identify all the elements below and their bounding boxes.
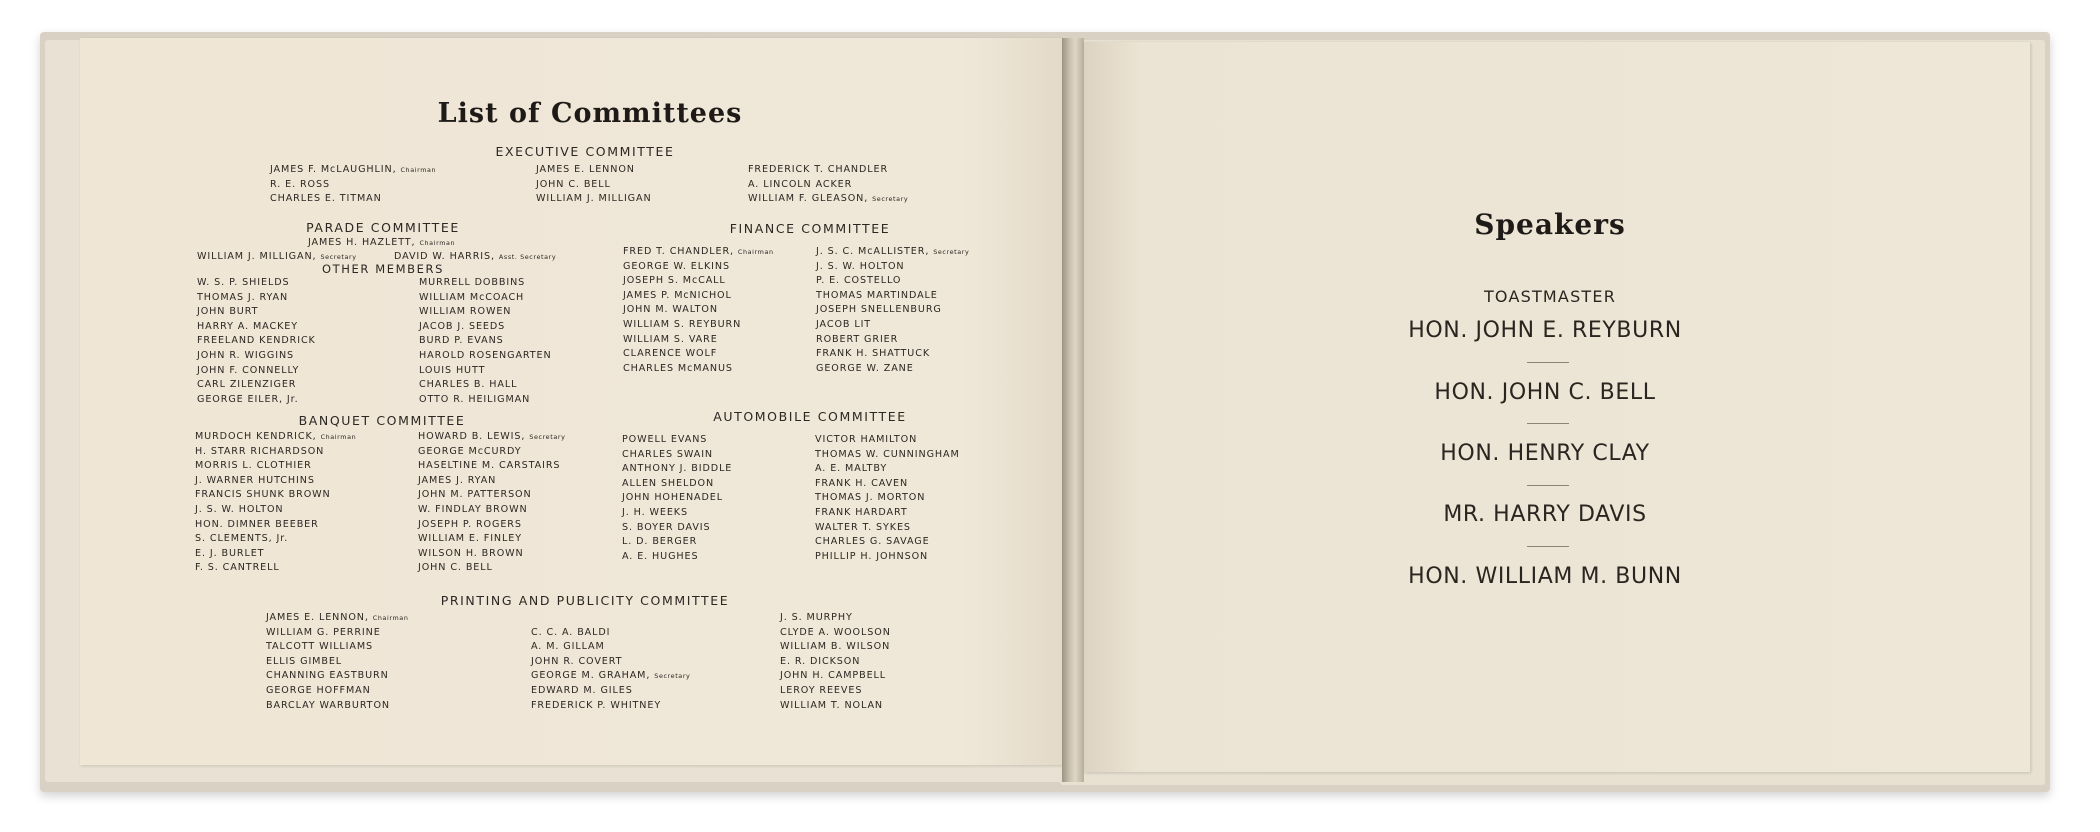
speaker-separator: [1527, 362, 1569, 363]
other-members-title: OTHER MEMBERS: [322, 262, 444, 276]
member-name-text: CLARENCE WOLF: [623, 348, 718, 360]
member-name-text: WILSON H. BROWN: [418, 547, 524, 559]
member-name: [418, 561, 565, 576]
member-name-text: CHARLES McMANUS: [623, 362, 733, 374]
member-name: [418, 445, 565, 460]
member-name-text: P. E. COSTELLO: [816, 275, 902, 287]
member-name-text: J. S. W. HOLTON: [816, 260, 905, 272]
member-name: THOMAS J. MORTON: [815, 492, 926, 504]
member-name: [816, 260, 969, 275]
member-name-text: CHARLES E. TITMAN: [270, 193, 382, 205]
member-name: CHARLES B. HALL: [419, 379, 518, 391]
member-role: Secretary: [933, 248, 970, 256]
member-name: [266, 684, 408, 699]
member-name-text: JACOB LIT: [816, 318, 872, 330]
member-name-text: TALCOTT WILLIAMS: [266, 641, 374, 653]
member-name-text: F. S. CANTRELL: [195, 562, 280, 574]
automobile-col-1: [622, 433, 732, 564]
member-name-text: JOHN R. COVERT: [531, 655, 623, 667]
member-name-text: C. C. A. BALDI: [531, 626, 611, 638]
member-name: BURD P. EVANS: [419, 335, 504, 347]
member-name: OTTO R. HEILIGMAN: [419, 393, 531, 405]
member-name-text: FRED T. CHANDLER,: [623, 246, 734, 257]
member-name: CHARLES G. SAVAGE: [815, 536, 930, 548]
member-name: [816, 362, 969, 377]
executive-col-1: [270, 163, 436, 207]
member-name: [195, 459, 356, 474]
parade-asst-secretary-line: DAVID W. HARRIS, Asst. Secretary: [394, 251, 557, 262]
member-name: CARL ZILENZIGER: [197, 379, 297, 391]
member-name: GEORGE EILER, Jr.: [197, 393, 299, 405]
member-name: [266, 626, 408, 641]
member-name-text: JOHN C. BELL: [418, 562, 493, 574]
member-name: A. E. MALTBY: [815, 463, 888, 475]
member-name-text: JOSEPH P. ROGERS: [418, 518, 522, 530]
member-name-text: WILLIAM S. REYBURN: [623, 318, 742, 330]
member-name-text: J. WARNER HUTCHINS: [195, 474, 315, 486]
member-name: A. E. HUGHES: [622, 550, 699, 562]
member-name: [195, 430, 356, 445]
member-name: [418, 547, 565, 562]
member-name: [531, 655, 690, 670]
member-name: JOHN HOHENADEL: [622, 492, 723, 504]
member-name: FRANK HARDART: [815, 506, 908, 518]
member-name: JACOB J. SEEDS: [419, 320, 506, 332]
member-name-text: J. S. MURPHY: [780, 612, 853, 623]
member-name: [780, 669, 891, 684]
member-name-text: GEORGE M. GRAHAM,: [531, 670, 651, 682]
member-name: [195, 532, 356, 547]
automobile-col-2: [815, 433, 960, 564]
member-name: [195, 488, 356, 503]
member-name: S. BOYER DAVIS: [622, 521, 711, 533]
committees-title: List of Committees: [437, 98, 743, 129]
member-name: [195, 518, 356, 533]
parade-committee-title: PARADE COMMITTEE: [306, 220, 460, 235]
speaker-4: MR. HARRY DAVIS: [1443, 502, 1647, 527]
member-name-text: FREDERICK P. WHITNEY: [531, 699, 662, 711]
executive-col-3: [748, 163, 908, 207]
member-name-text: EDWARD M. GILES: [531, 684, 633, 696]
member-name: [536, 178, 652, 193]
member-name: [780, 640, 891, 655]
member-name-text: A. LINCOLN ACKER: [748, 178, 853, 190]
right-page: [1084, 42, 2030, 772]
member-name: [816, 289, 969, 304]
member-role: Secretary: [872, 195, 909, 204]
member-name: VICTOR HAMILTON: [815, 434, 918, 445]
finance-col-1: [623, 245, 774, 376]
member-name-text: FREDERICK T. CHANDLER: [748, 164, 889, 175]
member-name-text: JOSEPH SNELLENBURG: [816, 304, 942, 316]
speaker-1: HON. JOHN E. REYBURN: [1408, 318, 1682, 343]
member-name: [195, 503, 356, 518]
member-name-text: JOHN M. PATTERSON: [418, 489, 532, 501]
member-name: [266, 611, 408, 626]
member-name-text: W. FINDLAY BROWN: [418, 503, 528, 515]
member-role: Chairman: [737, 248, 774, 256]
member-name: JOHN BURT: [197, 306, 259, 318]
member-name-text: JAMES E. LENNON: [536, 164, 635, 175]
member-role: Chairman: [372, 614, 409, 622]
member-name: [418, 532, 565, 547]
member-name: HAROLD ROSENGARTEN: [419, 349, 552, 361]
member-name-text: JOHN C. BELL: [536, 178, 611, 190]
member-name: [816, 347, 969, 362]
member-name-text: ELLIS GIMBEL: [266, 655, 343, 667]
member-name: [418, 459, 565, 474]
member-name: [266, 669, 408, 684]
member-name: [623, 333, 774, 348]
member-name-text: HON. DIMNER BEEBER: [195, 518, 319, 530]
member-name-text: GEORGE McCURDY: [418, 445, 522, 457]
member-name: [195, 547, 356, 562]
member-name-text: GEORGE HOFFMAN: [266, 684, 371, 696]
member-name: THOMAS J. RYAN: [197, 291, 289, 303]
member-name-text: HASELTINE M. CARSTAIRS: [418, 460, 561, 472]
member-name-text: CHANNING EASTBURN: [266, 670, 389, 682]
automobile-committee-title: AUTOMOBILE COMMITTEE: [713, 409, 907, 424]
finance-col-2: [816, 245, 969, 376]
booklet-spine: [1062, 38, 1084, 782]
executive-committee-title: EXECUTIVE COMMITTEE: [495, 144, 675, 159]
banquet-col-2: [418, 430, 565, 576]
member-name-text: WILLIAM T. NOLAN: [780, 699, 883, 711]
member-name: [780, 655, 891, 670]
member-name: [266, 655, 408, 670]
member-name: [266, 699, 408, 714]
member-name: [816, 318, 969, 333]
member-name: [531, 669, 690, 684]
member-name: [266, 640, 408, 655]
member-name: [418, 430, 565, 445]
member-name: PHILLIP H. JOHNSON: [815, 550, 929, 562]
member-name: [623, 260, 774, 275]
parade-col-2: [419, 276, 552, 407]
speaker-separator: [1527, 546, 1569, 547]
member-name-text: FRANK H. SHATTUCK: [816, 348, 931, 360]
member-name-text: J. S. C. McALLISTER,: [816, 246, 930, 257]
member-name-text: HOWARD B. LEWIS,: [418, 431, 526, 442]
member-name-text: JAMES E. LENNON,: [266, 612, 369, 623]
speakers-title: Speakers: [1474, 208, 1626, 241]
member-name-text: WILLIAM J. MILLIGAN: [536, 193, 652, 205]
member-name: WILLIAM McCOACH: [419, 291, 525, 303]
member-role: Secretary: [654, 672, 691, 681]
member-name: [623, 362, 774, 377]
member-name: [418, 503, 565, 518]
finance-committee-title: FINANCE COMMITTEE: [729, 221, 891, 236]
member-name: [195, 474, 356, 489]
member-name: [418, 488, 565, 503]
member-name: [270, 163, 436, 178]
executive-col-2: [536, 163, 652, 207]
member-name: [780, 626, 891, 641]
member-name: [623, 347, 774, 362]
member-name-text: WILLIAM E. FINLEY: [418, 533, 522, 545]
member-name-text: JAMES P. McNICHOL: [623, 289, 732, 301]
member-name: [748, 192, 908, 207]
member-name: [623, 318, 774, 333]
member-name: FREELAND KENDRICK: [197, 335, 316, 347]
member-name: ALLEN SHELDON: [622, 477, 715, 489]
member-name-text: E. R. DICKSON: [780, 655, 861, 667]
member-role: Chairman: [320, 433, 357, 441]
member-name: [270, 178, 436, 193]
member-name-text: JOSEPH S. McCALL: [623, 275, 726, 287]
member-name-text: WILLIAM S. VARE: [623, 333, 718, 345]
member-name-text: JOHN M. WALTON: [623, 304, 718, 316]
member-name: POWELL EVANS: [622, 434, 708, 445]
speaker-separator: [1527, 423, 1569, 424]
member-name-text: GEORGE W. ELKINS: [623, 260, 730, 272]
member-name: HARRY A. MACKEY: [197, 320, 298, 332]
member-name-text: WILLIAM G. PERRINE: [266, 626, 381, 638]
member-name: [816, 333, 969, 348]
member-name: [531, 611, 690, 626]
parade-col-1: [197, 276, 316, 407]
banquet-col-1: [195, 430, 356, 576]
member-name: [780, 611, 891, 626]
member-name-text: J. S. W. HOLTON: [195, 503, 284, 515]
member-name-text: MORRIS L. CLOTHIER: [195, 460, 312, 472]
member-role: Secretary: [529, 433, 566, 441]
member-name: MURRELL DOBBINS: [419, 277, 526, 288]
member-name-text: MURDOCH KENDRICK,: [195, 431, 317, 442]
member-name-text: S. CLEMENTS, Jr.: [195, 533, 289, 545]
speaker-2: HON. JOHN C. BELL: [1434, 380, 1656, 405]
member-name-text: E. J. BURLET: [195, 547, 265, 559]
printing-col-1: [266, 611, 408, 713]
member-name: [748, 178, 908, 193]
member-name: ANTHONY J. BIDDLE: [622, 463, 733, 475]
member-name-text: BARCLAY WARBURTON: [266, 699, 390, 711]
member-name-text: THOMAS MARTINDALE: [816, 289, 938, 301]
member-name-text: CLYDE A. WOOLSON: [780, 626, 891, 638]
member-name: [195, 445, 356, 460]
member-name: [531, 699, 690, 714]
member-name: [816, 303, 969, 318]
member-name: CHARLES SWAIN: [622, 448, 714, 460]
member-name: [780, 684, 891, 699]
member-name: [418, 474, 565, 489]
printing-col-2: [531, 611, 690, 713]
member-name: [536, 192, 652, 207]
member-name: [531, 684, 690, 699]
member-name: LOUIS HUTT: [419, 364, 486, 376]
member-name: [816, 245, 969, 260]
printing-col-3: [780, 611, 891, 713]
member-name-text: R. E. ROSS: [270, 178, 330, 190]
member-name: [623, 289, 774, 304]
member-name: [195, 561, 356, 576]
member-name: JOHN F. CONNELLY: [197, 364, 300, 376]
speaker-3: HON. HENRY CLAY: [1440, 441, 1650, 466]
member-name: THOMAS W. CUNNINGHAM: [815, 448, 960, 460]
member-name-text: H. STARR RICHARDSON: [195, 445, 325, 457]
member-name: [623, 245, 774, 260]
member-name-text: ROBERT GRIER: [816, 333, 899, 345]
member-name-text: FRANCIS SHUNK BROWN: [195, 489, 331, 501]
member-name: [418, 518, 565, 533]
member-name: [748, 163, 908, 178]
member-name-text: LEROY REEVES: [780, 684, 863, 696]
member-name: J. H. WEEKS: [622, 506, 688, 518]
member-name-text: A. M. GILLAM: [531, 641, 605, 653]
member-name: [536, 163, 652, 178]
banquet-committee-title: BANQUET COMMITTEE: [298, 413, 466, 428]
speaker-separator: [1527, 485, 1569, 486]
speaker-5: HON. WILLIAM M. BUNN: [1408, 564, 1682, 589]
member-name: [780, 699, 891, 714]
member-name: WILLIAM ROWEN: [419, 306, 512, 318]
member-name: [623, 303, 774, 318]
member-name-text: JOHN H. CAMPBELL: [780, 670, 887, 682]
member-name: [531, 640, 690, 655]
member-name: [270, 192, 436, 207]
member-name: JOHN R. WIGGINS: [197, 349, 295, 361]
parade-chair-line: JAMES H. HAZLETT, Chairman: [308, 237, 456, 248]
member-name: FRANK H. CAVEN: [815, 477, 909, 489]
member-role: Chairman: [400, 166, 437, 174]
member-name: [623, 274, 774, 289]
member-name: [816, 274, 969, 289]
member-name: [531, 626, 690, 641]
member-name-text: JAMES J. RYAN: [418, 474, 497, 486]
member-name-text: WILLIAM F. GLEASON,: [748, 193, 869, 205]
toastmaster-label: TOASTMASTER: [1483, 287, 1617, 306]
member-name: W. S. P. SHIELDS: [197, 277, 290, 288]
member-name-text: JAMES F. McLAUGHLIN,: [270, 164, 397, 175]
member-name: WALTER T. SYKES: [815, 521, 911, 533]
member-name-text: WILLIAM B. WILSON: [780, 641, 891, 653]
parade-secretary-line: WILLIAM J. MILLIGAN, Secretary: [197, 251, 357, 262]
member-name-text: GEORGE W. ZANE: [816, 362, 914, 374]
printing-committee-title: PRINTING AND PUBLICITY COMMITTEE: [440, 593, 730, 608]
member-name: L. D. BERGER: [622, 536, 698, 548]
parade-chair: [308, 236, 455, 251]
